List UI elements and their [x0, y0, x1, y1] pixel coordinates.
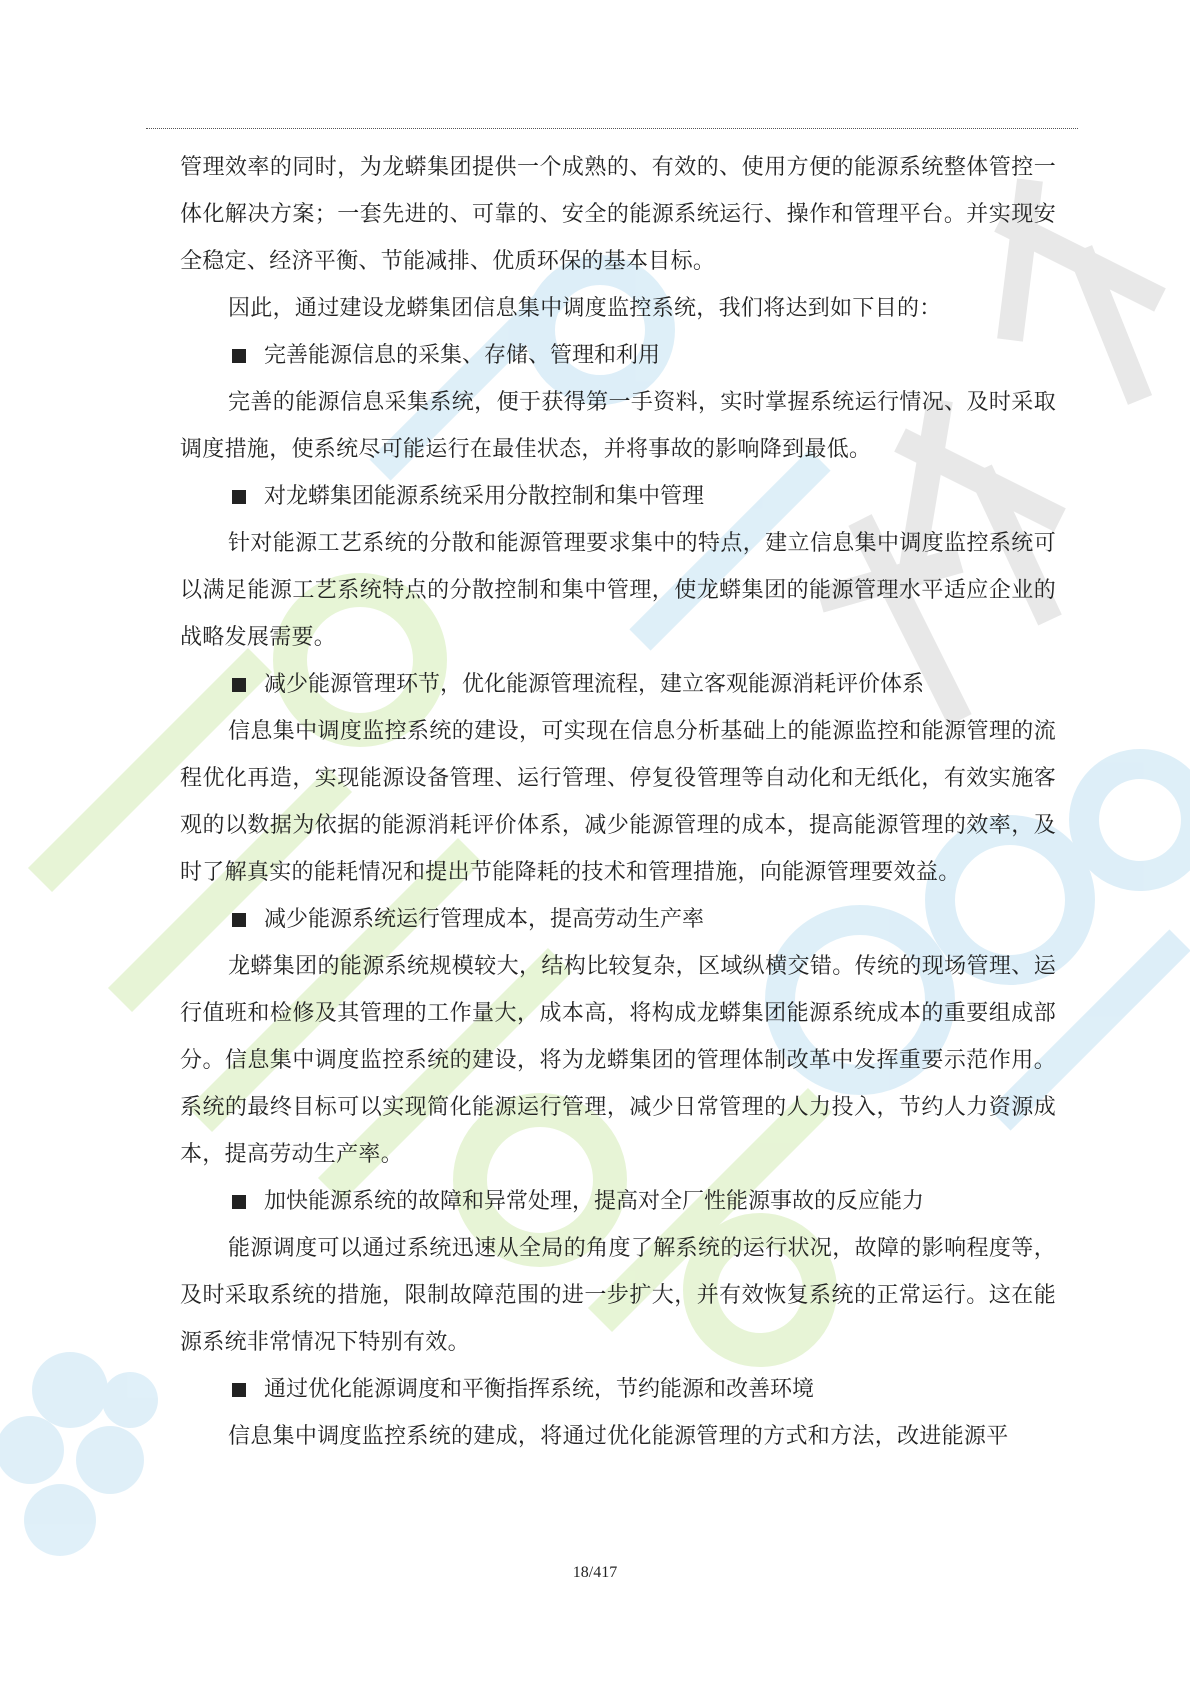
body-paragraph: 龙蟒集团的能源系统规模较大，结构比较复杂，区域纵横交错。传统的现场管理、运行值班和检修及其管理的工作量大，成本高，将构成龙蟒集团能源系统成本的重要组成部分。信息集中调度监控系统的建设，将为龙蟒集团的管理体制改革中发挥重要示范作用。系统的最终目标可以实现简化能源运行管理，减少日常管理的人力投入，节约人力资源成本，提高劳动生产率。 — [180, 954, 1056, 1167]
bullet-item — [180, 1178, 1056, 1225]
square-bullet-icon — [232, 1195, 246, 1209]
page-number: 18/417 — [572, 1564, 618, 1581]
body-paragraph: 完善的能源信息采集系统，便于获得第一手资料，实时掌握系统运行情况、及时采取调度措施，使系统尽可能运行在最佳状态，并将事故的影响降到最低。 — [180, 390, 1056, 462]
bullet-text: 通过优化能源调度和平衡指挥系统，节约能源和改善环境 — [264, 1377, 815, 1402]
body-paragraph: 信息集中调度监控系统的建设，可实现在信息分析基础上的能源监控和能源管理的流程优化再造，实现能源设备管理、运行管理、停复役管理等自动化和无纸化，有效实施客观的以数据为依据的能源消耗评价体系，减少能源管理的成本，提高能源管理的效率，及时了解真实的能耗情况和提出节能降耗的技术和管理措施，向能源管理要效益。 — [180, 719, 1056, 885]
bullet-text: 对龙蟒集团能源系统采用分散控制和集中管理 — [264, 484, 705, 509]
body-paragraph: 能源调度可以通过系统迅速从全局的角度了解系统的运行状况，故障的影响程度等，及时采取系统的措施，限制故障范围的进一步扩大，并有效恢复系统的正常运行。这在能源系统非常情况下特别有效。 — [180, 1236, 1056, 1355]
body-paragraph: 管理效率的同时，为龙蟒集团提供一个成熟的、有效的、使用方便的能源系统整体管控一体化解决方案；一套先进的、可靠的、安全的能源系统运行、操作和管理平台。并实现安全稳定、经济平衡、节能减排、优质环保的基本目标。 — [180, 155, 1056, 274]
bullet-text: 减少能源管理环节，优化能源管理流程，建立客观能源消耗评价体系 — [264, 672, 925, 697]
square-bullet-icon — [232, 349, 246, 363]
bullet-text: 减少能源系统运行管理成本，提高劳动生产率 — [264, 907, 705, 932]
square-bullet-icon — [232, 913, 246, 927]
bullet-text: 完善能源信息的采集、存储、管理和利用 — [264, 343, 661, 368]
document-body — [180, 144, 1056, 1460]
bullet-item — [180, 1366, 1056, 1413]
square-bullet-icon — [232, 1383, 246, 1397]
square-bullet-icon — [232, 678, 246, 692]
watermark-flower-icon — [0, 1352, 158, 1556]
bullet-item — [180, 332, 1056, 379]
body-paragraph: 因此，通过建设龙蟒集团信息集中调度监控系统，我们将达到如下目的： — [228, 296, 942, 321]
bullet-item — [180, 896, 1056, 943]
bullet-item — [180, 661, 1056, 708]
body-paragraph: 针对能源工艺系统的分散和能源管理要求集中的特点，建立信息集中调度监控系统可以满足能源工艺系统特点的分散控制和集中管理，使龙蟒集团的能源管理水平适应企业的战略发展需要。 — [180, 531, 1056, 650]
square-bullet-icon — [232, 490, 246, 504]
header-divider — [146, 128, 1078, 129]
bullet-item — [180, 473, 1056, 520]
bullet-text: 加快能源系统的故障和异常处理，提高对全厂性能源事故的反应能力 — [264, 1189, 925, 1214]
body-paragraph: 信息集中调度监控系统的建成，将通过优化能源管理的方式和方法，改进能源平 — [228, 1424, 1009, 1449]
